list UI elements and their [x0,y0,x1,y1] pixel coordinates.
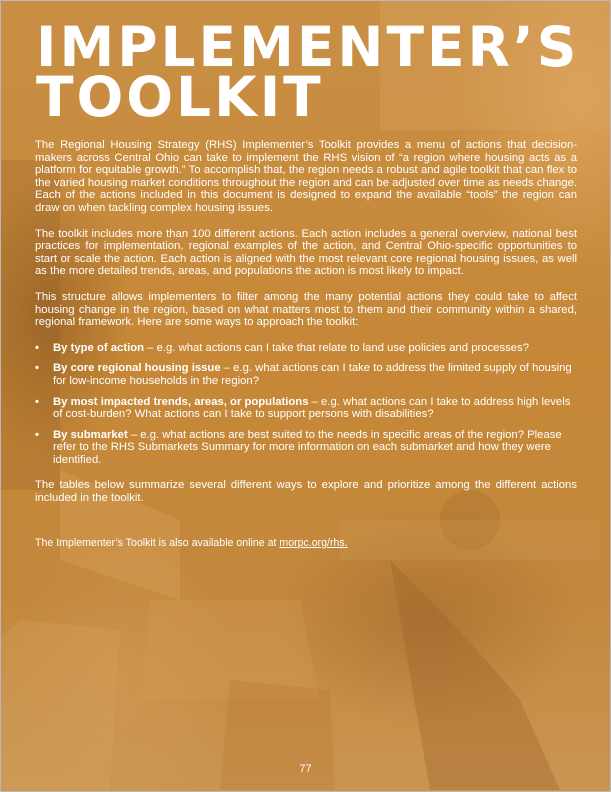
bullet-icon: • [35,341,39,354]
toolkit-paragraph: The toolkit includes more than 100 different actions. Each action includes a general overview, national best practices for implementation, regional examples of the action, and Central Ohio-specific opportunities to start or scale the action. Each action is aligned with the most relevant core regional housing issues, as well as the more detailed trends, areas, and populations the action is most likely to impact. [35,227,577,278]
list-item [35,342,577,355]
list-item [35,429,577,467]
bullet-icon: • [35,362,39,375]
online-availability-note [35,537,348,550]
list-item-heading: By submarket [53,428,128,441]
list-item-heading: By most impacted trends, areas, or populations [53,395,309,408]
list-item-heading: By type of action [53,341,145,354]
title-line-1: IMPLEMENTER’S [36,15,580,79]
page-title [36,15,596,129]
bullet-icon: • [35,428,39,441]
page-number: 77 [299,763,312,775]
structure-paragraph: This structure allows implementers to filter among the many potential actions they could take to affect housing change in the region, based on what matters most to them and their community within a shared, regional framework. Here are some ways to approach the toolkit: [35,290,577,329]
bullet-icon: • [35,395,39,408]
list-item-text: – e.g. what actions are best suited to the needs in specific areas of the region? Please refer to the RHS Submarkets Summary for more information on each submarket and how they were identified. [53,428,562,466]
title-line-2: TOOLKIT [36,65,324,129]
body-text [35,139,577,518]
list-item-text: – e.g. what actions can I take to address high levels of cost-burden? What actions can I take to support persons with disabilities? [53,395,571,421]
list-item-text: – e.g. what actions can I take to address the limited supply of housing for low-income households in the region? [53,362,572,387]
list-item [35,396,577,421]
closing-paragraph: The tables below summarize several different ways to explore and prioritize among the different actions included in the toolkit. [35,479,577,505]
morpc-link[interactable]: morpc.org/rhs. [279,537,348,549]
list-item-heading: By core regional housing issue [53,362,221,375]
online-note-text: The Implementer’s Toolkit is also available online at [35,537,280,549]
intro-paragraph: The Regional Housing Strategy (RHS) Implementer’s Toolkit provides a menu of actions that decision-makers across Central Ohio can take to implement the RHS vision of “a region where housing acts as a platform for equitable growth.” To accomplish that, the region needs a robust and agile toolkit that can flex to the varied housing market conditions throughout the region and can be adjusted over time as needs change. Each of the actions included in this document is designed to expand the available “tools” the region can draw on when tackling complex housing issues. [35,139,577,214]
list-item [35,362,577,387]
approach-list [35,342,577,467]
list-item-text: – e.g. what actions can I take that relate to land use policies and processes? [144,341,529,354]
